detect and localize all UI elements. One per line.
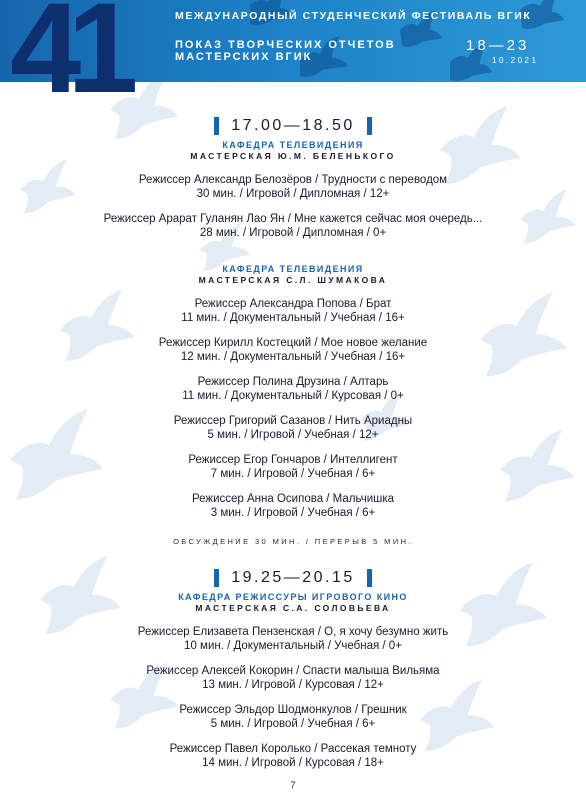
film-details: 10 мин. / Документальный / Учебная / 0+ — [184, 640, 402, 652]
film-details: 7 мин. / Игровой / Учебная / 6+ — [210, 468, 376, 480]
film-title: Режиссер Григорий Сазанов / Нить Ариадны — [173, 415, 413, 427]
festival-year: 10.2021 — [492, 56, 539, 65]
time-bar-left — [214, 117, 219, 135]
film-title: Режиссер Егор Гончаров / Интеллигент — [188, 454, 398, 466]
film-entry — [0, 336, 586, 364]
film-details: 14 мин. / Игровой / Курсовая / 18+ — [202, 757, 384, 769]
film-entry — [0, 453, 586, 481]
film-title: Режиссер Полина Друзина / Алтарь — [197, 376, 389, 388]
session-time: 19.25—20.15 — [231, 569, 355, 586]
film-entry — [0, 625, 586, 653]
film-details: 11 мин. / Документальный / Учебная / 16+ — [181, 312, 405, 324]
film-details: 28 мин. / Игровой / Дипломная / 0+ — [199, 227, 387, 239]
session-time: 17.00—18.50 — [231, 117, 355, 134]
film-entry — [0, 703, 586, 731]
session-block — [0, 569, 586, 770]
film-entry — [0, 742, 586, 770]
film-entry — [0, 414, 586, 442]
department-name: КАФЕДРА ТЕЛЕВИДЕНИЯ — [222, 264, 364, 274]
film-details: 5 мин. / Игровой / Учебная / 6+ — [210, 718, 376, 730]
time-bar-right — [367, 117, 372, 135]
film-details: 11 мин. / Документальный / Курсовая / 0+ — [182, 390, 404, 402]
film-title: Режиссер Арарат Гуланян Лао Ян / Мне кажется сейчас моя очередь... — [103, 213, 483, 225]
workshop-group — [0, 592, 586, 770]
film-title: Режиссер Эльдор Шодмонкулов / Грешник — [179, 704, 407, 716]
time-bar-right — [367, 569, 372, 587]
workshop-name: МАСТЕРСКАЯ С.А. СОЛОВЬЕВА — [195, 603, 391, 613]
department-name: КАФЕДРА ТЕЛЕВИДЕНИЯ — [222, 140, 364, 150]
break-note: ОБСУЖДЕНИЕ 30 МИН. / ПЕРЕРЫВ 5 МИН. — [173, 537, 413, 546]
film-title: Режиссер Кирилл Костецкий / Мое новое желание — [158, 337, 428, 349]
film-details: 30 мин. / Игровой / Дипломная / 12+ — [196, 188, 390, 200]
film-title: Режиссер Елизавета Пензенская / О, я хочу безумно жить — [137, 626, 449, 638]
festival-title: МЕЖДУНАРОДНЫЙ СТУДЕНЧЕСКИЙ ФЕСТИВАЛЬ ВГИК — [175, 10, 532, 22]
film-title: Режиссер Павел Королько / Рассекая темноту — [169, 743, 417, 755]
film-details: 3 мин. / Игровой / Учебная / 6+ — [210, 507, 376, 519]
film-title: Режиссер Анна Осипова / Мальчишка — [191, 493, 395, 505]
film-entry — [0, 212, 586, 240]
program — [0, 82, 586, 770]
workshop-name: МАСТЕРСКАЯ С.Л. ШУМАКОВА — [198, 275, 388, 285]
film-title: Режиссер Александра Попова / Брат — [194, 298, 392, 310]
show-title-line: МАСТЕРСКИХ ВГИК — [175, 51, 313, 63]
workshop-group — [0, 140, 586, 240]
film-details: 12 мин. / Документальный / Учебная / 16+ — [180, 351, 406, 363]
film-entry — [0, 375, 586, 403]
session-time-row — [0, 117, 586, 135]
session-time-row — [0, 569, 586, 587]
session-block — [0, 117, 586, 546]
film-title: Режиссер Алексей Кокорин / Спасти малыша Вильяма — [146, 665, 440, 677]
film-details: 5 мин. / Игровой / Учебная / 12+ — [207, 429, 379, 441]
film-entry — [0, 173, 586, 201]
film-entry — [0, 492, 586, 520]
film-title: Режиссер Александр Белозёров / Трудности с переводом — [138, 174, 448, 186]
show-title — [175, 39, 396, 63]
film-entry — [0, 664, 586, 692]
festival-dates: 18—23 — [466, 37, 530, 54]
logo-number: 41 — [10, 0, 125, 100]
festival-logo — [0, 0, 172, 100]
workshop-group — [0, 264, 586, 520]
workshop-name: МАСТЕРСКАЯ Ю.М. БЕЛЕНЬКОГО — [190, 151, 396, 161]
department-name: КАФЕДРА РЕЖИССУРЫ ИГРОВОГО КИНО — [178, 592, 408, 602]
page-number: 7 — [290, 780, 296, 790]
film-entry — [0, 297, 586, 325]
film-details: 13 мин. / Игровой / Курсовая / 12+ — [202, 679, 384, 691]
show-title-line: ПОКАЗ ТВОРЧЕСКИХ ОТЧЕТОВ — [175, 39, 396, 51]
time-bar-left — [214, 569, 219, 587]
